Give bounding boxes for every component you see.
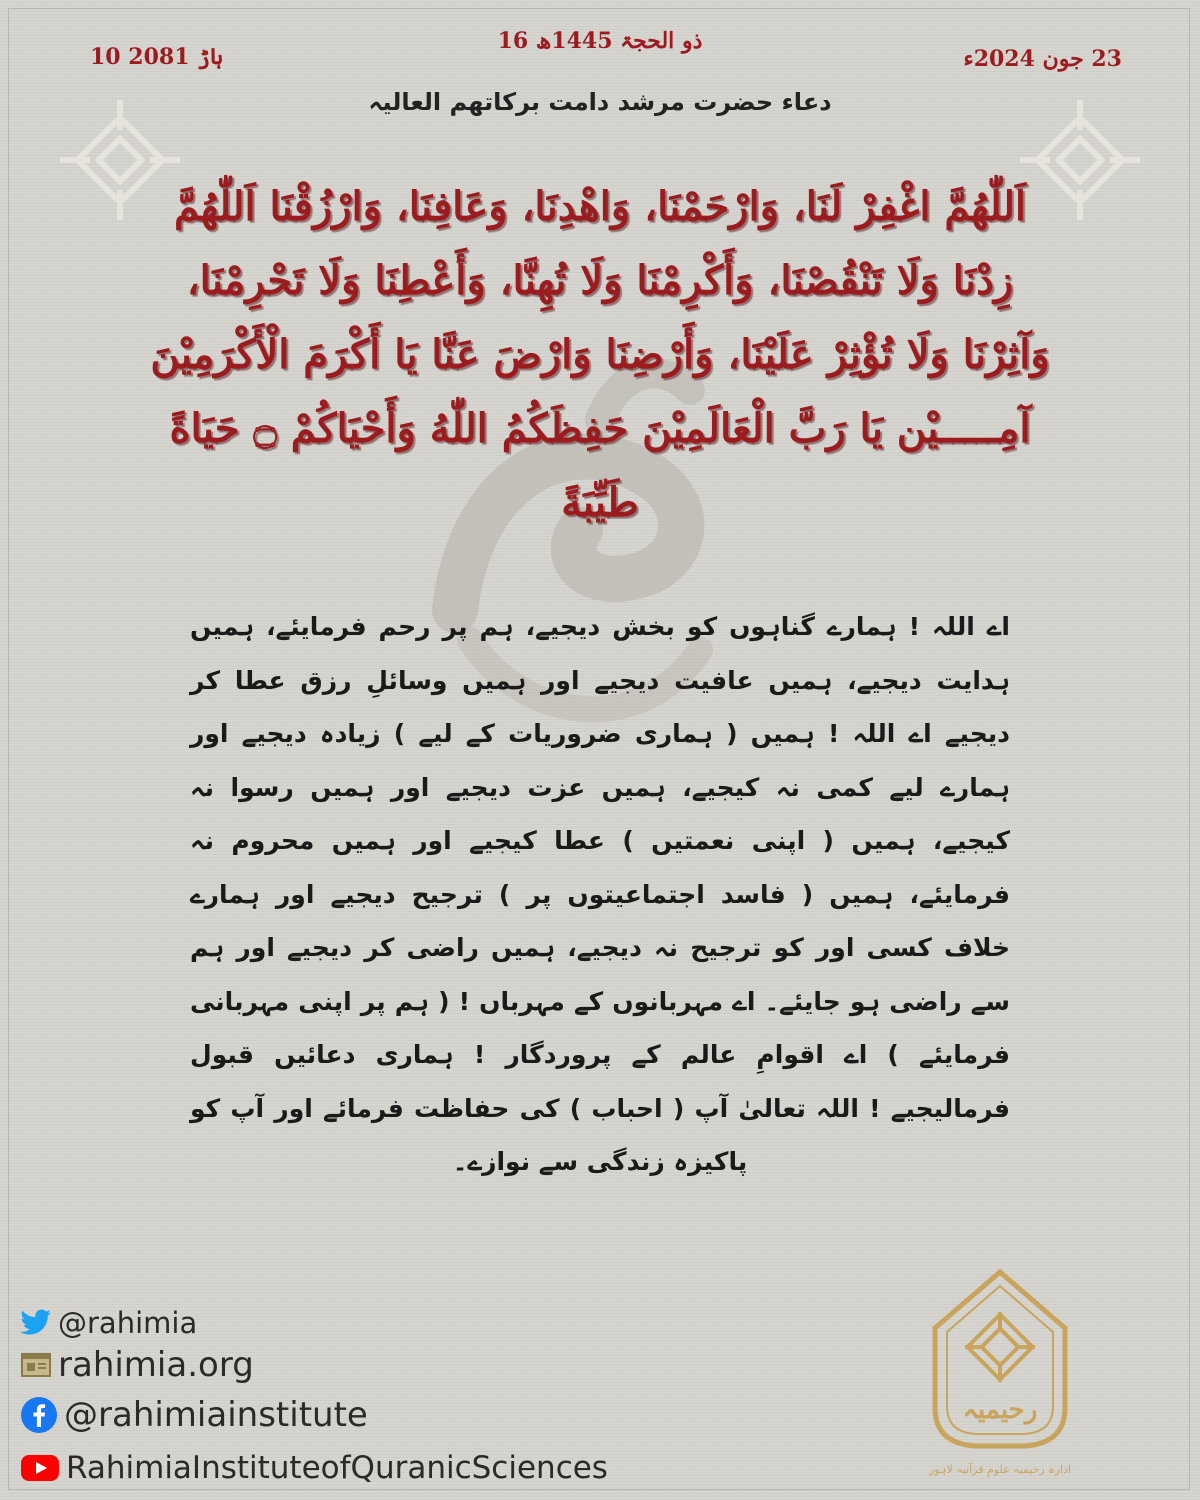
youtube-icon [20, 1453, 60, 1483]
arabic-dua: اَللّٰهُمَّ اغْفِرْ لَنَا، وَارْحَمْنَا، وَاهْدِنَا، وَعَافِنَا، وَارْزُقْنَا اَللّٰهُمَّ زِدْنَا وَلَا تَنْقُصْنَا، وَأَكْرِمْنَا وَلَا تُهِنَّا، وَأَعْطِنَا وَلَا تَحْرِمْنَا، وَآثِرْنَا وَلَا تُؤْثِرْ عَلَيْنَا، وَأَرْضِنَا وَارْضَ عَنَّا يَا أَكْرَمَ الْأَكْرَمِيْنَ آمِـــــيْن يَا رَبَّ الْعَالَمِيْنَ حَفِظَكُمُ اللّٰهُ وَأَحْيَاكُمْ ۝ حَيَاةً طَيِّبَةً [150, 183, 1050, 526]
facebook-link[interactable] [20, 1395, 368, 1435]
youtube-link[interactable] [20, 1450, 608, 1486]
logo-tagline: ادارہ رحیمیہ علومِ قرآنیہ لاہور [929, 1463, 1071, 1476]
page-title: دعاء حضرت مرشد دامت برکاتھم العالیہ [368, 88, 832, 116]
website-url: rahimia.org [58, 1345, 254, 1385]
website-icon [20, 1350, 52, 1380]
facebook-handle: @rahimiainstitute [64, 1395, 368, 1435]
logo-wordmark: رحیمیہ [962, 1395, 1038, 1425]
twitter-icon [20, 1309, 52, 1337]
twitter-link[interactable] [20, 1306, 197, 1340]
rahimia-logo [915, 1268, 1085, 1490]
facebook-icon [20, 1396, 58, 1434]
youtube-channel: RahimiaInstituteofQuranicSciences [66, 1450, 608, 1486]
hijri-date: 16 ذو الحجۃ 1445ھ [497, 28, 703, 54]
urdu-translation: اے اللہ ! ہمارے گناہوں کو بخش دیجیے، ہم پر رحم فرمایئے، ہمیں ہدایت دیجیے، ہمیں عافیت دیجیے اور ہمیں وسائلِ رزق عطا کر دیجیے اے اللہ ! ہمیں ( ہماری ضروریات کے لیے ) زیادہ دیجیے اور ہمارے لیے کمی نہ کیجیے، ہمیں عزت دیجیے اور ہمیں رسوا نہ کیجیے، ہمیں ( اپنی نعمتیں ) عطا کیجیے اور ہمیں محروم نہ فرمایئے، ہمیں ( فاسد اجتماعیتوں پر ) ترجیح دیجیے اور ہمارے خلاف کسی اور کو ترجیح نہ دیجیے، ہمیں راضی کر دیجیے اور ہم سے راضی ہو جایئے۔ اے مہربانوں کے مہرباں ! ( ہم پر اپنی مہربانی فرمایئے ) اے اقوامِ عالم کے پروردگار ! ہماری دعائیں قبول فرمالیجیے ! اللہ تعالیٰ آپ ( احباب ) کی حفاظت فرمائے اور آپ کو پاکیزہ زندگی سے نوازے۔ [190, 612, 1010, 1176]
gregorian-date: 23 جون 2024ء [963, 46, 1122, 72]
website-link[interactable] [20, 1345, 254, 1385]
twitter-handle: @rahimia [58, 1306, 198, 1340]
bikrami-date: 10 ہاڑ 2081 [90, 44, 223, 70]
